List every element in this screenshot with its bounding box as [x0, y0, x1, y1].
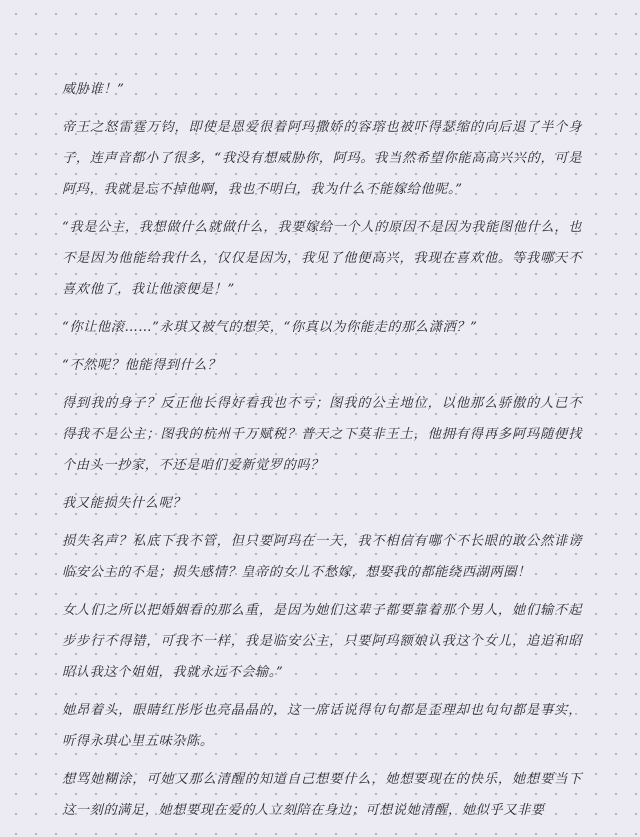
paragraph: 威胁谁！”	[62, 82, 125, 97]
paragraph: 帝王之怒雷霆万钧，即使是恩爱很着阿玛撒娇的容瑢也被吓得瑟缩的向后退了半个身子，连声音都小了很多，“我没有想威胁你，阿玛。我当然希望你能高高兴兴的，可是阿玛，我就是忘不掉他啊，我也不明白，我为什么不能嫁给他呢。”	[62, 120, 582, 197]
paragraph: 损失名声？私底下我不管，但只要阿玛在一天，我不相信有哪个不长眼的敢公然诽谤临安公主的不是；损失感情？皇帝的女儿不愁嫁，想娶我的都能绕西湖两圈！	[62, 534, 582, 580]
paragraph: 我又能损失什么呢？	[62, 496, 187, 511]
paragraph: 她昂着头，眼睛红彤彤也亮晶晶的，这一席话说得句句都是歪理却也句句都是事实，听得永琪心里五味杂陈。	[62, 703, 582, 749]
document-body	[62, 74, 582, 826]
paragraph: 女人们之所以把婚姻看的那么重，是因为她们这辈子都要靠着那个男人，她们输不起步步行不得错，可我不一样，我是临安公主，只要阿玛额娘认我这个女儿，追追和昭昭认我这个姐姐，我就永远不会输。”	[62, 603, 582, 680]
paragraph: “你让他滚……”永琪又被气的想笑，“你真以为你能走的那么潇洒？”	[62, 320, 478, 335]
paragraph: “不然呢？他能得到什么？	[62, 358, 222, 373]
paragraph: 得到我的身子？反正他长得好看我也不亏；图我的公主地位，以他那么骄傲的人已不得我不是公主；图我的杭州千万赋税？普天之下莫非王土，他拥有得再多阿玛随便找个由头一抄家，不还是咱们爱新觉罗的吗？	[62, 396, 582, 473]
paragraph: 想骂她糊涂，可她又那么清醒的知道自己想要什么，她想要现在的快乐，她想要当下这一刻的满足，她想要现在爱的人立刻陪在身边；可想说她清醒，她似乎又非要	[62, 772, 582, 818]
paragraph: “我是公主，我想做什么就做什么，我要嫁给一个人的原因不是因为我能图他什么，也不是因为他能给我什么，仅仅是因为，我见了他便高兴，我现在喜欢他。等我哪天不喜欢他了，我让他滚便是！”	[62, 220, 582, 297]
